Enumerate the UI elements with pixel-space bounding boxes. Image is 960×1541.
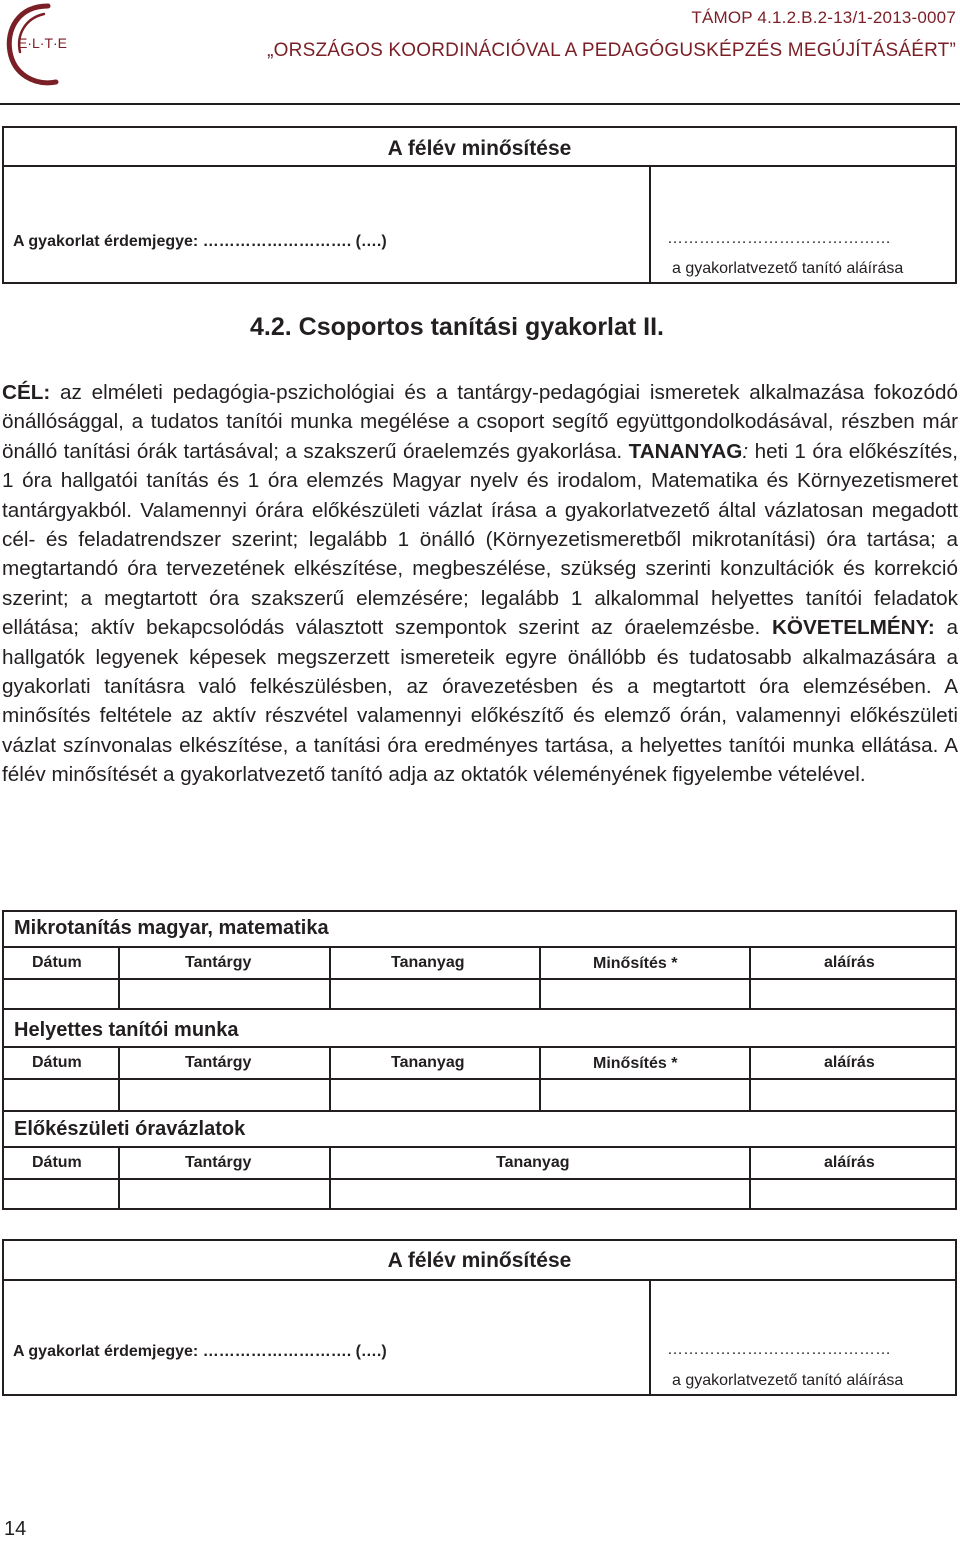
tananyag-text: heti 1 óra előkészítés, 1 óra hallgatói tanítás és 1 óra elemzés Magyar nyelv és irodalom, Matematika és Környezetismeret tantárgyakból. Valamennyi órára előkészületi vázlat írása a gyakorlatvezető által vázlatosan megadott cél- és feladatrendszer szerint; legalább 1 önálló (Környezetismeretből mikrotanítási) óra tartása; a megtartandó óra tervezetének elkészítése, megbeszélése, szükség szerinti konzultációk és korrekció szerint; a megtartott óra szakszerű elemzésére; legalább 1 alkalommal helyettes tanítói feladatok ellátása; aktív bekapcsolódás választott szempontok szerint az óraelemzésbe.	[2, 439, 958, 640]
cel-label: CÉL:	[2, 381, 51, 404]
signature-label: a gyakorlatvezető tanító aláírása	[672, 260, 904, 277]
table-mikrotanitas	[2, 910, 957, 1010]
header-alairas: aláírás	[824, 1154, 875, 1171]
table-col-divider	[749, 946, 751, 1010]
header-alairas: aláírás	[824, 1054, 875, 1071]
table-col-divider	[118, 1146, 120, 1210]
kovetelmeny-label: KÖVETELMÉNY:	[771, 616, 935, 640]
signature-dots: ……………………………………	[667, 230, 891, 247]
header-alairas: aláírás	[824, 954, 875, 971]
project-title: „ORSZÁGOS KOORDINÁCIÓVAL A PEDAGÓGUSKÉPZÉS MEGÚJÍTÁSÁÉRT”	[267, 40, 956, 61]
grading-title: A félév minősítése	[387, 137, 572, 160]
header-minosites: Minősítés *	[593, 1055, 678, 1072]
table-col-divider	[329, 1046, 331, 1112]
table-col-divider	[118, 1046, 120, 1112]
table-col-divider	[749, 1046, 751, 1112]
kovetelmeny-text: a hallgatók legyenek képesek megszerzett ismereteik egyre önállóbb és tudatosabb alkalmazására a gyakorlati tanításra való felkészülésben, az óravezetésben és a megtartott óra elemzésében. A minősítés feltétele az aktív részvétel valamennyi előkészítő és elemző órán, valamennyi előkészületi vázlat színvonalas elkészítése, a tanítási óra eredményes tartása, a helyettes tanítói munka ellátása. A félév minősítését a gyakorlatvezető tanító adja az oktatók véleményének figyelembe vételével.	[2, 616, 958, 787]
header-datum: Dátum	[32, 1054, 82, 1071]
cel-text: az elméleti pedagógia-pszichológiai és a tantárgy-pedagógiai ismeretek alkalmazása fokozódó önállósággal, a tudatos tanítói munka megélése a csoport segítő együttgondolkodásával, részben már önálló tanítási órák tartásával; a szakszerű óraelemzés gyakorlása.	[2, 381, 958, 463]
header-tananyag: Tananyag	[496, 1154, 570, 1171]
signature-dots: ……………………………………	[667, 1341, 891, 1358]
table-col-divider	[329, 946, 331, 1010]
body-paragraph	[2, 378, 958, 790]
table-divider	[4, 946, 955, 948]
table-col-divider	[118, 946, 120, 1010]
header-tantargy: Tantárgy	[185, 1054, 252, 1071]
header-minosites: Minősítés *	[593, 955, 678, 972]
table-divider	[4, 1146, 955, 1148]
grade-label: A gyakorlat érdemjegye: ………………………. (….)	[13, 1343, 387, 1360]
page-number: 14	[4, 1518, 27, 1540]
table-col-divider	[749, 1146, 751, 1210]
header-tantargy: Tantárgy	[185, 954, 252, 971]
grading-title: A félév minősítése	[387, 1249, 572, 1272]
grading-divider	[4, 1279, 955, 1281]
header-datum: Dátum	[32, 954, 82, 971]
tananyag-colon: :	[742, 439, 749, 463]
table-col-divider	[539, 946, 541, 1010]
header-datum: Dátum	[32, 1154, 82, 1171]
grading-box-bottom	[2, 1239, 957, 1396]
table-divider	[4, 1178, 955, 1180]
section-title: 4.2. Csoportos tanítási gyakorlat II.	[250, 313, 665, 341]
table-helyettes	[2, 1008, 957, 1112]
header-divider	[0, 103, 960, 105]
table-divider	[4, 1078, 955, 1080]
project-code: TÁMOP 4.1.2.B.2-13/1-2013-0007	[691, 8, 956, 27]
table-title: Mikrotanítás magyar, matematika	[14, 917, 329, 939]
header-tananyag: Tananyag	[391, 954, 465, 971]
table-title: Helyettes tanítói munka	[14, 1019, 239, 1041]
table-divider	[4, 978, 955, 980]
signature-label: a gyakorlatvezető tanító aláírása	[672, 1372, 904, 1389]
logo-text: E·L·T·E	[18, 35, 67, 51]
tananyag-label: TANANYAG	[628, 439, 743, 463]
elte-logo	[4, 2, 96, 86]
table-elokeszuleti	[2, 1110, 957, 1210]
header-tananyag: Tananyag	[391, 1054, 465, 1071]
grading-column-divider	[649, 165, 651, 284]
table-divider	[4, 1046, 955, 1048]
grading-column-divider	[649, 1279, 651, 1396]
header-tantargy: Tantárgy	[185, 1154, 252, 1171]
table-col-divider	[329, 1146, 331, 1210]
table-title: Előkészületi óravázlatok	[14, 1118, 246, 1140]
grade-label: A gyakorlat érdemjegye: ………………………. (….)	[13, 233, 387, 250]
grading-box-top	[2, 126, 957, 284]
grading-divider	[4, 165, 955, 167]
table-col-divider	[539, 1046, 541, 1112]
